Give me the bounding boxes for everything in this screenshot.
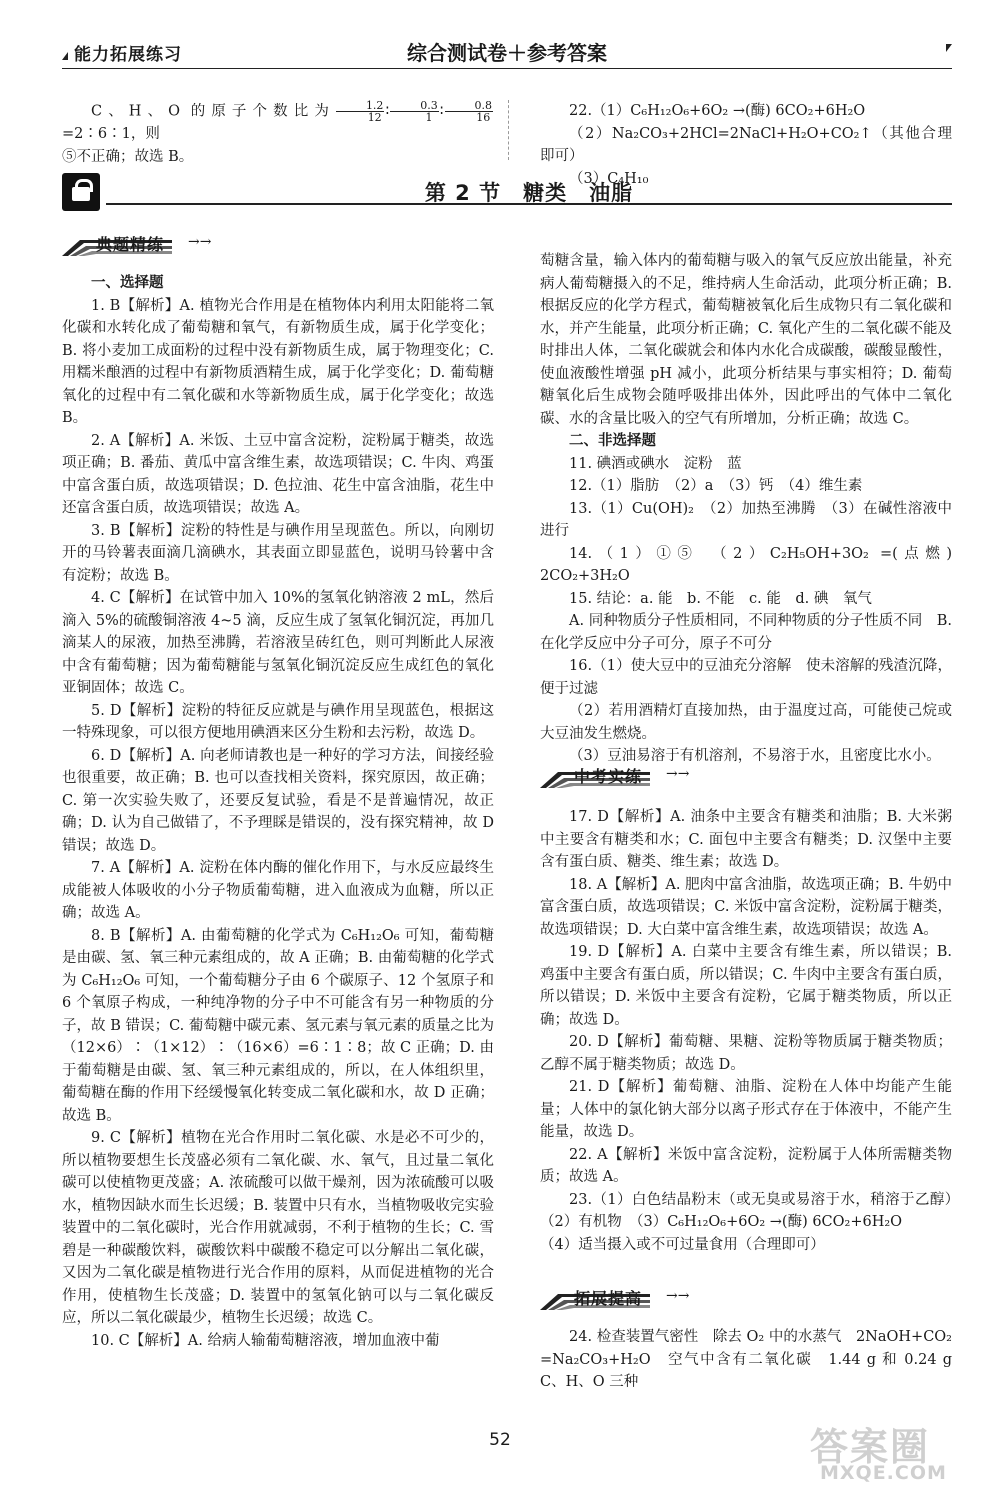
paragraph: ⑤不正确；故选 B。 bbox=[62, 148, 194, 165]
sub-heading-label: 中考实练 bbox=[574, 767, 643, 786]
watermark-url: MXQE.COM bbox=[820, 1462, 947, 1484]
paragraph: 2. A【解析】A. 米饭、土豆中富含淀粉，淀粉属于糖类，故选项正确；B. 番茄、黄瓜中富含维生素，故选项错误；C. 牛肉、鸡蛋中富含蛋白质，故选项错误；D. 色拉油、花生中富含油脂，花生中还富含蛋白质，故选项错误；故选 A。 bbox=[62, 432, 494, 516]
paragraph: 16.（1）使大豆中的豆油充分溶解 使未溶解的残渣沉降，便于过滤 bbox=[540, 658, 952, 697]
lock-icon bbox=[62, 173, 100, 211]
arrow-icon: →→ bbox=[188, 234, 212, 250]
page-header bbox=[62, 34, 952, 69]
paragraph: 6. D【解析】A. 向老师请教也是一种好的学习方法，间接经验也很重要，故正确；B. 也可以查找相关资料，探究原因，故正确；C. 第一次实验失败了，还要反复试验，看是不是普遍情况，故正确；D. 认为自己做错了，不予理睬是错误的，没有探究精神，故 D 错误；故选 D。 bbox=[62, 747, 494, 854]
paragraph: 3. B【解析】淀粉的特性是与碘作用呈现蓝色。所以，向刚切开的马铃薯表面滴几滴碘水，其表面立即显蓝色，说明马铃薯中含有淀粉；故选 B。 bbox=[62, 522, 494, 584]
paragraph: （3）豆油易溶于有机溶剂，不易溶于水，且密度比水小。 bbox=[569, 748, 941, 764]
denominator: 1 bbox=[425, 111, 433, 124]
numerator: 1.2 bbox=[336, 100, 385, 112]
paragraph: 10. C【解析】A. 给病人输葡萄糖溶液，增加血液中葡 bbox=[91, 1332, 440, 1349]
section-banner bbox=[62, 173, 952, 213]
paragraph: （3）C₄H₁₀ bbox=[569, 170, 649, 187]
right-column-middle bbox=[540, 806, 967, 1256]
paragraph: （4）适当摄入或不可过量食用（合理即可） bbox=[540, 1236, 825, 1253]
paragraph: C、H、O 的原子个数比为 $\frac{1.2}{12}$ ∶ $\frac{0.3}{1}$ ∶ $\frac{0.8}{16}$ =2∶6∶1，则 bbox=[62, 99, 492, 142]
sub-heading-label: 典题精练 bbox=[96, 235, 165, 254]
paragraph: 萄糖含量，输入体内的葡萄糖与吸入的氧气反应放出能量，补充病人葡萄糖摄入的不足，维持病人生命活动，此项分析正确；B. 根据反应的化学方程式，葡萄糖被氧化后生成物只有二氧化碳和水，并产生能量，此项分析正确；C. 氧化产生的二氧化碳不能及时排出人体，二氧化碳就会和体内水化合成碳酸，碳酸显酸性，使血液酸性增强 pH 减小，此项分析结果与事实相符；D. 葡萄糖氧化后生成物会随呼吸排出体外，因此呼出的气体中二氧化碳、水的含量比吸入的空气有所增加，分析正确；故选 C。 bbox=[540, 253, 952, 427]
left-column bbox=[62, 272, 494, 1352]
denominator: 16 bbox=[476, 111, 491, 124]
page-number: 52 bbox=[489, 1430, 511, 1450]
numerator: 0.3 bbox=[390, 100, 439, 112]
fraction bbox=[445, 100, 494, 123]
paragraph: 9. C【解析】植物在光合作用时二氧化碳、水是必不可少的，所以植物要想生长茂盛必须有二氧化碳、水、氧气，且过量二氧化碳可以使植物更茂盛；A. 浓硫酸可以做干燥剂，因为浓硫酸可以吸水，植物因缺水而生长迟缓；B. 装置中只有水，当植物吸收完实验装置中的二氧化碳时，光合作用就减弱，不利于植物的生长；C. 雪碧是一种碳酸饮料，碳酸饮料中碳酸不稳定可以分解出二氧化碳，又因为二氧化碳是植物进行光合作用的原料，从而促进植物的光合作用，使植物生长茂盛；D. 装置中的氢氧化钠可以与二氧化碳反应，所以二氧化碳最少，植物生长迟缓；故选 C。 bbox=[62, 1130, 494, 1326]
paragraph: （2）若用酒精灯直接加热，由于温度过高，可能使己烷或大豆油发生燃烧。 bbox=[540, 703, 952, 742]
paragraph: 8. B【解析】A. 由葡萄糖的化学式为 C₆H₁₂O₆ 可知，葡萄糖是由碳、氢、氧三种元素组成的，故 A 正确；B. 由葡萄糖的化学式为 C₆H₁₂O₆ 可知，一个葡萄糖分子由 6 个碳原子、12 个氢原子和 6 个氧原子构成，一种纯净物的分子中不可能含有另一种物质的分子，故 B 错误；C. 葡萄糖中碳元素、氢元素与氧元素的质量之比为（12×6）∶（1×12）∶（16×6）=6∶1∶8；故 C 正确；D. 由于葡萄糖是由碳、氢、氧三种元素组成的，所以，在人体组织里，葡萄糖在酶的作用下经缓慢氧化转变成二氧化碳和水，故 D 正确；故选 B。 bbox=[62, 927, 494, 1124]
right-column-top bbox=[540, 250, 952, 768]
paragraph: 24. 检查装置气密性 除去 O₂ 中的水蒸气 2NaOH+CO₂ =Na₂CO₃+H₂O 空气中含有二氧化碳 1.44 g 和 0.24 g C、H、O 三种 bbox=[540, 1329, 967, 1390]
paragraph: 23.（1）白色结晶粉末（或无臭或易溶于水，稍溶于乙醇） （2）有机物 （3）C₆H₁₂O₆+6O₂ →(酶) 6CO₂+6H₂O bbox=[540, 1191, 967, 1230]
paragraph: 12.（1）脂肪 （2）a （3）钙 （4）维生素 bbox=[569, 478, 863, 494]
paragraph: 4. C【解析】在试管中加入 10%的氢氧化钠溶液 2 mL，然后滴入 5%的硫酸铜溶液 4~5 滴，反应生成了氢氧化铜沉淀，再加几滴某人的尿液，加热至沸腾，若溶液呈砖红色，则可判断此人尿液中含有葡萄糖；因为葡萄糖能与氢氧化铜沉淀反应生成红色的氧化亚铜固体；故选 C。 bbox=[62, 590, 494, 696]
text-span: C、H、O 的原子个数比为 bbox=[91, 103, 335, 120]
paragraph: 7. A【解析】A. 淀粉在体内酶的催化作用下，与水反应最终生成能被人体吸收的小分子物质葡萄糖，进入血液成为血糖，所以正确；故选 A。 bbox=[62, 860, 494, 921]
paragraph: 22.（1）C₆H₁₂O₆+6O₂ →(酶) 6CO₂+6H₂O bbox=[569, 103, 866, 119]
header-title: 综合测试卷＋参考答案 bbox=[407, 41, 607, 65]
header-left-text: 能力拓展练习 bbox=[74, 45, 182, 65]
right-column-bottom bbox=[540, 1326, 967, 1394]
paragraph: 14.（1）①⑤ （2）C₂H₅OH+3O₂ =(点燃) 2CO₂+3H₂O bbox=[540, 545, 952, 584]
section-title: 第 2 节 糖类 油脂 bbox=[424, 181, 634, 205]
paragraph: 一、选择题 bbox=[91, 274, 164, 291]
paragraph: 22. A【解析】米饭中富含淀粉，淀粉属于人体所需糖类物质；故选 A。 bbox=[540, 1146, 952, 1185]
paragraph: 21. D【解析】葡萄糖、油脂、淀粉在人体中均能产生能量；人体中的氯化钠大部分以离子形式存在于体液中，不能产生能量，故选 D。 bbox=[540, 1079, 952, 1140]
triangle-icon bbox=[946, 44, 952, 52]
paragraph: 15. 结论：a. 能 b. 不能 c. 能 d. 碘 氧气 bbox=[569, 590, 872, 607]
column-divider bbox=[508, 100, 509, 160]
top-left-text bbox=[62, 100, 494, 168]
denominator: 12 bbox=[367, 111, 382, 124]
fraction bbox=[390, 100, 439, 123]
paragraph: 18. A【解析】A. 肥肉中富含油脂，故选项正确；B. 牛奶中富含蛋白质，故选项错误；C. 米饭中富含淀粉，淀粉属于糖类，故选项错误；D. 大白菜中富含维生素，故选项错误；故选 A。 bbox=[540, 876, 952, 938]
section-rule bbox=[106, 203, 952, 205]
sub-heading-tuozhan bbox=[540, 1284, 760, 1314]
paragraph: 5. D【解析】淀粉的特征反应就是与碘作用呈现蓝色，根据这一特殊现象，可以很方便地用碘酒来区分生粉和去污粉，故选 D。 bbox=[62, 702, 494, 741]
paragraph: 17. D【解析】A. 油条中主要含有糖类和油脂；B. 大米粥中主要含有糖类和水；C. 面包中主要含有糖类；D. 汉堡中主要含有蛋白质、糖类、维生素；故选 D。 bbox=[540, 809, 952, 870]
sub-heading-dianti bbox=[62, 230, 262, 260]
fraction bbox=[336, 100, 385, 123]
text-span: =2∶6∶1，则 bbox=[62, 126, 160, 142]
paragraph: A. 同种物质分子性质相同，不同种物质的分子性质不同 B. 在化学反应中分子可分，原子不可分 bbox=[540, 613, 952, 652]
watermark bbox=[800, 1416, 990, 1488]
paragraph: 13.（1）Cu(OH)₂ （2）加热至沸腾 （3）在碱性溶液中进行 bbox=[540, 500, 952, 539]
sub-heading-zhongkao bbox=[540, 762, 760, 792]
paragraph: （2）Na₂CO₃+2HCl=2NaCl+H₂O+CO₂↑（其他合理即可） bbox=[540, 125, 952, 164]
paragraph: 1. B【解析】A. 植物光合作用是在植物体内利用太阳能将二氧化碳和水转化成了葡萄糖和氧气，有新物质生成，属于化学变化；B. 将小麦加工成面粉的过程中没有新物质生成，属于物理变化；C. 用糯米酿酒的过程中有新物质酒精生成，属于化学变化；D. 葡萄糖氧化的过程中有二氧化碳和水等新物质生成，属于化学变化；故选 B。 bbox=[62, 297, 494, 426]
paragraph: 20. D【解析】葡萄糖、果糖、淀粉等物质属于糖类物质；乙醇不属于糖类物质；故选 D。 bbox=[540, 1034, 952, 1073]
paragraph: 11. 碘酒或碘水 淀粉 蓝 bbox=[569, 455, 742, 472]
paragraph: 19. D【解析】A. 白菜中主要含有维生素，所以错误；B. 鸡蛋中主要含有蛋白质，所以错误；C. 牛肉中主要含有蛋白质，所以错误；D. 米饭中主要含有淀粉，它属于糖类物质，所以正确；故选 D。 bbox=[540, 944, 952, 1028]
numerator: 0.8 bbox=[445, 100, 494, 112]
paragraph: 二、非选择题 bbox=[569, 432, 656, 449]
arrow-icon: →→ bbox=[666, 766, 690, 782]
watermark-text: 答案圈 bbox=[810, 1425, 931, 1469]
arrow-icon: →→ bbox=[666, 1288, 690, 1304]
sub-heading-label: 拓展提高 bbox=[574, 1289, 643, 1308]
